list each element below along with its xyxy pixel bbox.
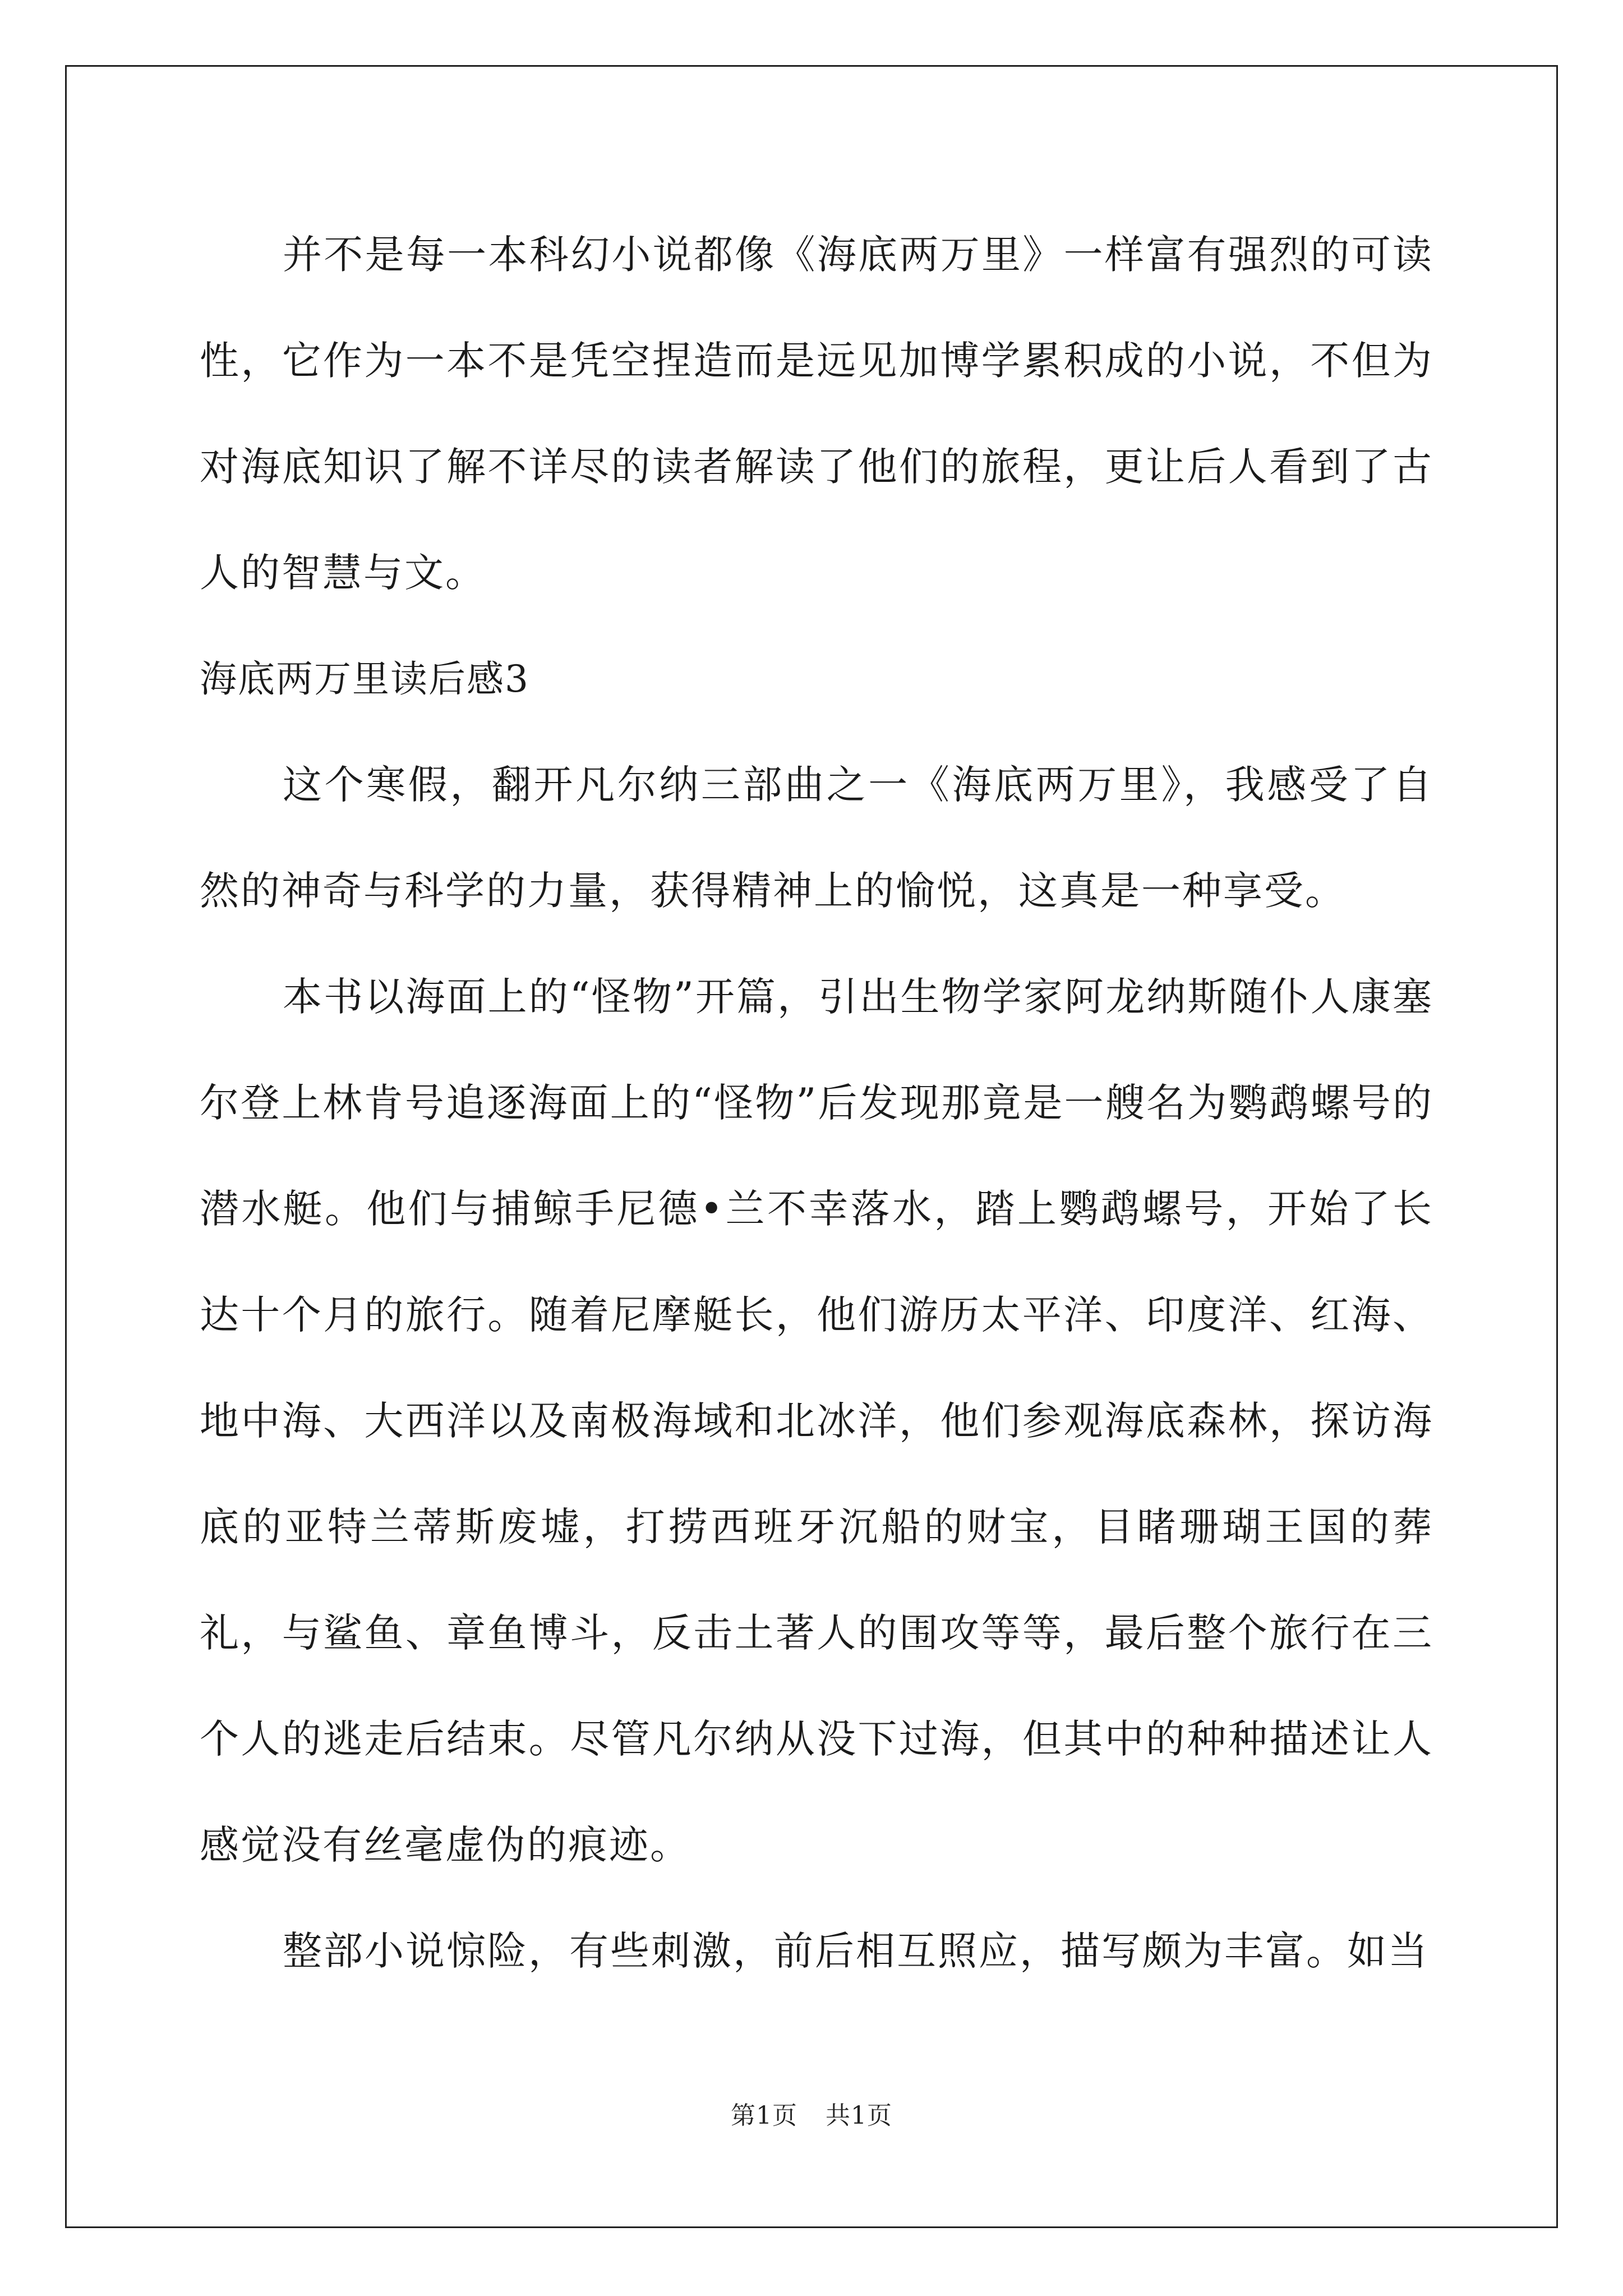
paragraph-intro-continuation: 并不是每一本科幻小说都像《海底两万里》一样富有强烈的可读性，它作为一本不是凭空捏造而是远见加博学累积成的小说，不但为对海底知识了解不详尽的读者解读了他们的旅程，更让后人看到了古人的智慧与文。: [200, 232, 1433, 596]
paragraph-winter-break: 这个寒假，翻开凡尔纳三部曲之一《海底两万里》，我感受了自然的神奇与科学的力量，获得精神上的愉悦，这真是一种享受。: [200, 762, 1433, 914]
section-heading: 海底两万里读后感3: [200, 657, 529, 701]
page-footer: [0, 2095, 1623, 2131]
paragraph-novel-description: 整部小说惊险，有些刺激，前后相互照应，描写颇为丰富。如当: [283, 1928, 1429, 1974]
document-body: [200, 202, 1433, 2004]
page-total: 共1页: [826, 2101, 892, 2130]
page-number: 第1页: [731, 2101, 797, 2130]
paragraph-plot-summary: 本书以海面上的“怪物”开篇，引出生物学家阿龙纳斯随仆人康塞尔登上林肯号追逐海面上的“怪物”后发现那竟是一艘名为鹦鹉螺号的潜水艇。他们与捕鲸手尼德•兰不幸落水，踏上鹦鹉螺号，开始了长达十个月的旅行。随着尼摩艇长，他们游历太平洋、印度洋、红海、地中海、大西洋以及南极海域和北冰洋，他们参观海底森林，探访海底的亚特兰蒂斯废墟，打捞西班牙沉船的财宝，目睹珊瑚王国的葬礼，与鲨鱼、章鱼博斗，反击土著人的围攻等等，最后整个旅行在三个人的逃走后结束。尽管凡尔纳从没下过海，但其中的种种描述让人感觉没有丝毫虚伪的痕迹。: [200, 974, 1433, 1868]
